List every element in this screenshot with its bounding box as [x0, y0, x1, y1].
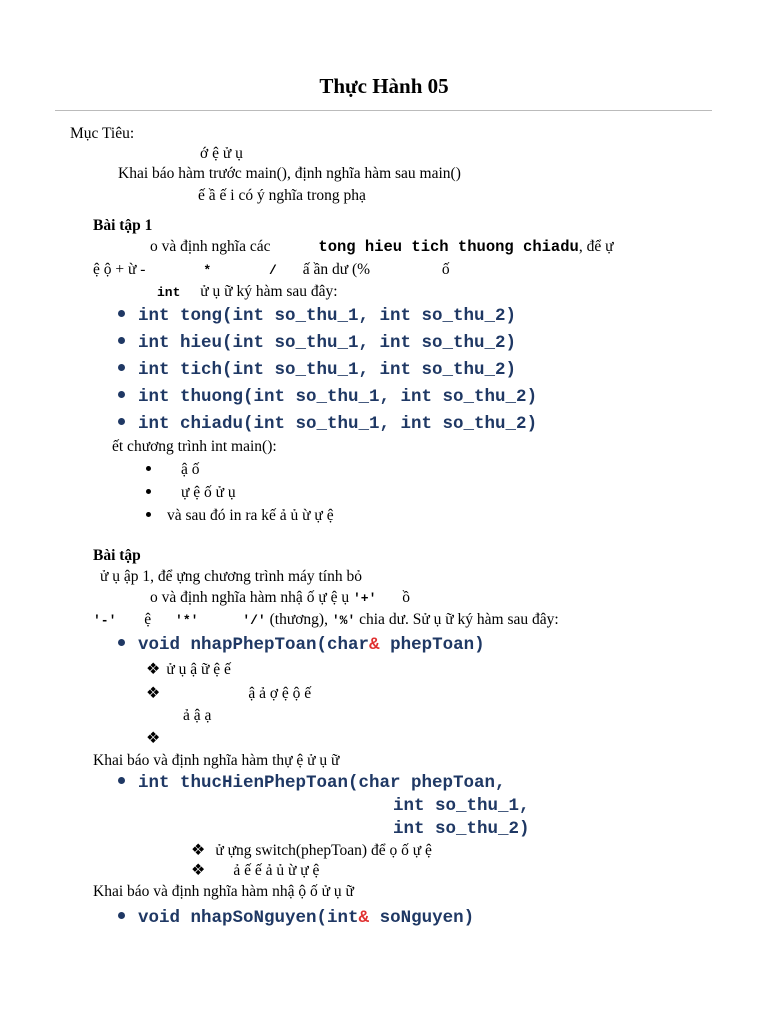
ex2-sub-1 [146, 660, 231, 680]
title-divider [55, 110, 712, 111]
ex2-sub-3-text: ử ựng switch(phepToan) để ọ ố ự ệ [215, 842, 432, 859]
diamond-bullet-icon: ❖ [146, 730, 161, 747]
bullet-icon [146, 512, 151, 517]
objectives-line-3: ế ầ ế i có ý nghĩa trong phạ [198, 187, 366, 204]
ex1-step-2-text: ự ệ ố ử ụ [181, 484, 236, 501]
ex1-function-hieu-text: int hieu(int so_thu_1, int so_thu_2) [138, 333, 517, 353]
ex2-def-line: Khai báo và định nghĩa hàm thự ệ ử ụ ữ [93, 752, 340, 769]
ex2-sub-4-text: ả ế ế ả ủ ừ ự ệ [233, 862, 320, 879]
ex2-sub-empty [146, 729, 160, 749]
bullet-icon [118, 391, 125, 398]
ex2-function-nhapSoNguyen [118, 906, 474, 930]
ex2-func1-pre: void nhapPhepToan(char [138, 635, 370, 655]
ex1-line-2 [93, 260, 450, 281]
ex1-function-thuong [118, 385, 537, 409]
ex2-heading: Bài tập [93, 547, 141, 564]
ex1-line-2-tail: ố [441, 261, 450, 278]
objectives-line-1: ớ ệ ử ụ [200, 145, 243, 162]
ex2-line-2 [150, 588, 410, 609]
bullet-icon [118, 777, 125, 784]
ex1-function-hieu [118, 331, 516, 355]
bullet-icon [118, 639, 125, 646]
ex2-op-div: '/' [242, 613, 266, 628]
diamond-bullet-icon: ❖ [146, 685, 161, 702]
ex1-function-tich [118, 358, 516, 382]
diamond-bullet-icon: ❖ [146, 661, 161, 678]
ex1-op-div: / [269, 263, 277, 278]
ex2-func2-line-2: int so_thu_1, [393, 796, 530, 816]
ex2-op-plus: '+' [352, 591, 377, 606]
ex2-function-nhapPhepToan [118, 633, 485, 657]
ex2-sub-2-text: ậ ả ợ ệ ộ ế [248, 685, 312, 702]
ex2-line-2-text: o và định nghĩa hàm nhậ ố ự ệ ụ [150, 589, 350, 606]
ex2-func3-amp: & [358, 908, 370, 928]
ex1-function-tich-text: int tich(int so_thu_1, int so_thu_2) [138, 360, 517, 380]
ex1-step-1-text: ậ ố [181, 461, 200, 478]
ex1-heading: Bài tập 1 [93, 217, 153, 234]
ex2-func1-post: phepToan) [379, 635, 485, 655]
ex2-sub-1-text: ử ụ ậ ữ ệ ế [166, 661, 231, 678]
ex1-function-thuong-text: int thuong(int so_thu_1, int so_thu_2) [138, 387, 538, 407]
ex2-func1-amp: & [369, 635, 380, 655]
ex1-function-chiadu-text: int chiadu(int so_thu_1, int so_thu_2) [138, 414, 538, 434]
ex2-function-thucHienPhepToan [118, 771, 506, 795]
ex1-step-1 [146, 460, 200, 480]
ex1-step-2 [146, 483, 236, 503]
ex2-op-mul: '*' [175, 613, 199, 628]
ex2-func3-post: soNguyen) [369, 908, 475, 928]
bullet-icon [118, 418, 125, 425]
ex2-op-mod: '%' [331, 613, 356, 628]
ex2-sub-2 [146, 684, 311, 704]
ex1-function-names: tong hieu tich thuong chiadu [318, 238, 579, 256]
ex1-line-2-text: ệ ộ + ừ - [93, 261, 146, 278]
ex1-step-3 [146, 506, 334, 526]
ex2-line-2-tail: ồ [402, 589, 410, 606]
ex2-def-line-2: Khai báo và định nghĩa hàm nhậ ộ ố ử ụ ữ [93, 883, 354, 900]
ex2-line-3-text: ệ [144, 611, 152, 628]
page-title: Thực Hành 05 [319, 74, 449, 98]
bullet-icon [118, 310, 125, 317]
ex1-line-1 [150, 237, 614, 257]
ex1-function-chiadu [118, 412, 537, 436]
objectives-heading: Mục Tiêu: [70, 125, 135, 142]
diamond-bullet-icon: ❖ [191, 862, 206, 879]
ex1-line-3 [157, 282, 338, 303]
bullet-icon [146, 466, 151, 471]
ex1-line-1-tail: , để ự [578, 238, 614, 255]
ex1-main-line: ết chương trình int main(): [112, 438, 277, 455]
ex2-op-minus: '-' [93, 613, 117, 628]
bullet-icon [146, 489, 151, 494]
bullet-icon [118, 912, 125, 919]
bullet-icon [118, 337, 125, 344]
ex1-step-3-text: và sau đó in ra kế ả ủ ừ ự ệ [167, 507, 334, 524]
ex2-line-3 [93, 610, 559, 631]
ex2-line-3-tail: chia dư. Sử ụ ữ ký hàm sau đây: [359, 611, 559, 628]
ex2-func2-line-3: int so_thu_2) [393, 819, 530, 839]
ex2-sub-4 [191, 861, 319, 881]
diamond-bullet-icon: ❖ [191, 842, 206, 859]
ex1-line-3-text: ử ụ ữ ký hàm sau đây: [200, 283, 338, 300]
ex1-int-keyword: int [157, 285, 181, 300]
ex2-sub-2b: ả ậ ạ [183, 707, 212, 724]
bullet-icon [118, 364, 125, 371]
ex2-sub-3 [191, 841, 432, 861]
objectives-line-2: Khai báo hàm trước main(), định nghĩa hàm sau main() [118, 165, 461, 182]
ex1-line-1-text: o và định nghĩa các [150, 238, 271, 255]
ex1-op-mul: * [203, 263, 212, 278]
ex1-line-2-mod: ấ ần dư (% [302, 261, 371, 278]
ex2-func2-line-1: int thucHienPhepToan(char phepToan, [138, 773, 506, 793]
ex2-func3-pre: void nhapSoNguyen(int [138, 908, 359, 928]
ex1-function-tong [118, 304, 516, 328]
ex2-line-1: ử ụ ập 1, để ựng chương trình máy tính bỏ [100, 568, 362, 585]
ex1-function-tong-text: int tong(int so_thu_1, int so_thu_2) [138, 306, 517, 326]
ex2-line-3-div-label: (thương), [269, 611, 328, 628]
